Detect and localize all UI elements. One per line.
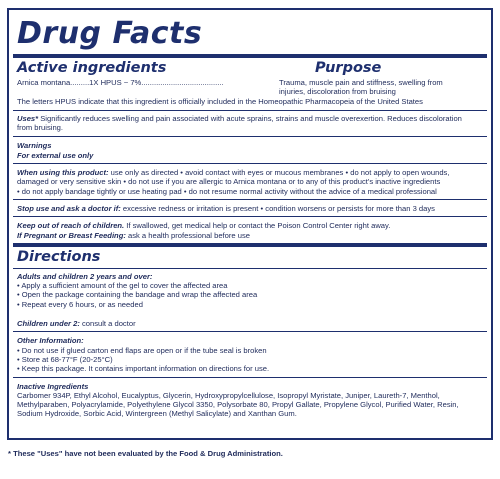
adults-item-1: • Apply a sufficient amount of the gel to cover the affected area [17,281,228,291]
adults-item-2: • Open the package containing the bandage and wrap the affected area [17,290,258,300]
uses-text-2: from bruising. [17,123,64,133]
other-information-section [9,332,491,376]
pregnant-label: If Pregnant or Breast Feeding: [17,230,126,240]
warnings-section [9,137,491,163]
inactive-ingredients-label: Inactive Ingredients [17,381,89,391]
directions-section [9,247,491,331]
other-item-3: • Keep this package. It contains important information on directions for use. [17,364,270,374]
keep-out-label: Keep out of reach of children. [17,221,125,231]
other-information-label: Other Information: [17,336,84,346]
active-ingredient-line: Arnica montana.........1X HPUS ~ 7%....................................... [17,78,224,87]
other-item-2: • Store at 68-77°F (20-25°C) [17,354,113,364]
fda-footnote: * These "Uses" have not been evaluated by the Food & Drug Administration. [8,449,283,458]
drug-facts-panel [7,8,493,440]
children-label: Children under 2: [17,319,80,329]
active-ingredients-section [9,58,491,110]
inactive-line-1: Carbomer 934P, Ethyl Alcohol, Eucalyptus, Glycerin, Hydroxypropylcellulose, Isopropyl Myristate, Juniper, Laureth-7, Menthol, [17,390,440,400]
stop-use-text: excessive redness or irritation is present • condition worsens or persists for more than 3 days [120,203,435,213]
active-ingredients-heading: Active ingredients [17,60,167,76]
uses-label: Uses* [17,113,39,123]
when-using-line-3: • do not apply bandage tightly or use heating pad • do not resume normal activity without the advice of a medical professional [17,186,437,196]
purpose-line-1: Trauma, muscle pain and stiffness, swelling from [279,78,443,87]
external-use-label: For external use only [17,150,94,160]
when-using-line-2: damaged or very sensitive skin • do not use if you are allergic to Arnica montana or to any of this product's inactive ingredients [17,177,441,187]
when-using-label: When using this product: [17,168,109,178]
purpose-line-2: injuries, discoloration from bruising [279,87,396,97]
warnings-label: Warnings [17,141,52,151]
adults-label: Adults and children 2 years and over: [17,271,153,281]
when-using-section [9,164,491,199]
inactive-line-2: Methylparaben, Polyacrylamide, Polyethylene Glycol 3350, Polysorbate 80, Propyl Gallate, Propylene Glycol, Purified Water, Resin, [17,400,459,410]
uses-text: Significantly reduces swelling and pain associated with acute sprains, strains and muscle overexertion. Reduces discoloration [38,113,462,123]
hpus-note: The letters HPUS indicate that this ingredient is officially included in the Homeopathic Pharmacopeia of the United States [17,96,423,106]
keep-out-section [9,217,491,243]
inactive-ingredients-section [9,378,491,419]
page-title: Drug Facts [17,16,203,51]
uses-section [9,111,491,137]
directions-heading: Directions [17,248,101,265]
purpose-heading: Purpose [315,60,382,76]
when-using-line-1: use only as directed • avoid contact with eyes or mucous membranes • do not apply to open wounds, [108,168,450,178]
adults-item-3: • Repeat every 6 hours, or as needed [17,299,143,309]
pregnant-text: ask a health professional before use [125,230,250,240]
inactive-line-3: Sodium Hydroxide, Sorbic Acid, Wintergreen (Methyl Salicylate) and Xanthan Gum. [17,409,297,419]
other-item-1: • Do not use if glued carton end flaps are open or if the tube seal is broken [17,345,267,355]
stop-use-label: Stop use and ask a doctor if: [17,203,121,213]
stop-use-section [9,200,491,216]
children-text: consult a doctor [79,319,136,329]
keep-out-text: If swallowed, get medical help or contact the Poison Control Center right away. [124,221,391,231]
